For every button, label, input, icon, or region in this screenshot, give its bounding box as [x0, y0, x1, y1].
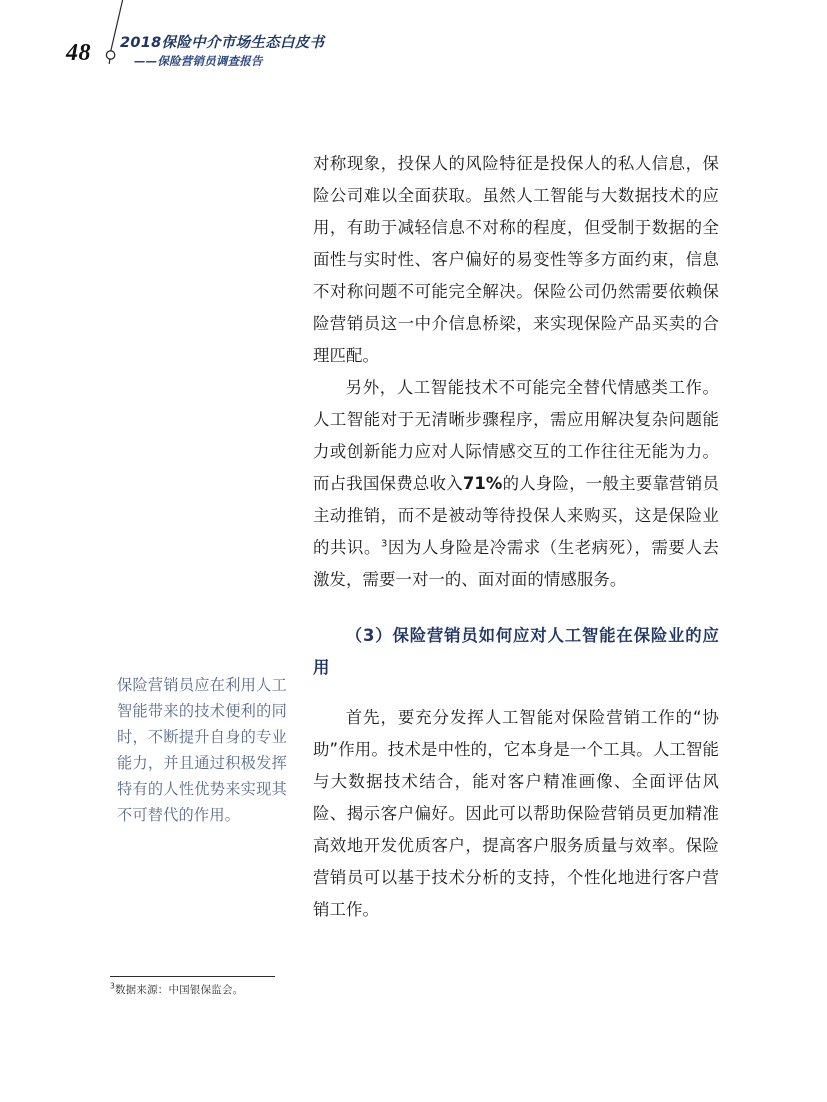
footnote-text: [110, 982, 290, 998]
body-paragraph-2-part-a: 另外，人工智能技术不可能完全替代情感类工作。人工智能对于无清晰步骤程序，需应用解决复杂问题能力或创新能力应对人际情感交互的工作往往无能为力。而占我国保费总收入: [313, 378, 719, 493]
header-title-sub: ——保险营销员调查报告: [134, 54, 263, 69]
header-title-main: 2018保险中介市场生态白皮书: [120, 35, 325, 51]
footnote-source-label: 数据来源：中国银保监会。: [114, 984, 244, 996]
footnote-divider: [110, 976, 275, 977]
footnote-reference-marker: 3: [380, 538, 388, 550]
pull-quote: 保险营销员应在利用人工智能带来的技术便利的同时，不断提升自身的专业能力，并且通过积极发挥特有的人性优势来实现其不可替代的作用。: [117, 676, 287, 824]
footnote-block: [110, 976, 290, 998]
body-paragraph-2-part-b: 的人身险，一般主要靠营销员主动推销，而不是被动等待投保人来购买，这是保险业的共识。: [313, 474, 719, 557]
page-number: 48: [66, 40, 91, 66]
footnote-marker: 3: [110, 981, 115, 991]
body-paragraph-3: 首先，要充分发挥人工智能对保险营销工作的“协助”作用。技术是中性的，它本身是一个工具。人工智能与大数据技术结合，能对客户精准画像、全面评估风险、揭示客户偏好。因此可以帮助保险营销员更加精准高效地开发优质客户，提高客户服务质量与效率。保险营销员可以基于技术分析的支持，个性化地进行客户营销工作。: [313, 708, 719, 919]
page-header: [0, 0, 827, 100]
section-heading: （3）保险营销员如何应对人工智能在保险业的应用: [313, 626, 719, 677]
header-title-block: [120, 34, 324, 69]
body-paragraph-1: 对称现象，投保人的风险特征是投保人的私人信息，保险公司难以全面获取。虽然人工智能与大数据技术的应用，有助于减轻信息不对称的程度，但受制于数据的全面性与实时性、客户偏好的易变性等多方面约束，信息不对称问题不可能完全解决。保险公司仍然需要依赖保险营销员这一中介信息桥梁，来实现保险产品买卖的合理匹配。: [313, 154, 719, 365]
body-paragraph-2-part-c: 因为人身险是冷需求（生老病死），需要人去激发，需要一对一的、面对面的情感服务。: [313, 538, 719, 589]
main-text-column: [313, 148, 719, 926]
premium-share-value: 71%: [462, 474, 503, 493]
body-paragraph-2: [313, 372, 719, 596]
